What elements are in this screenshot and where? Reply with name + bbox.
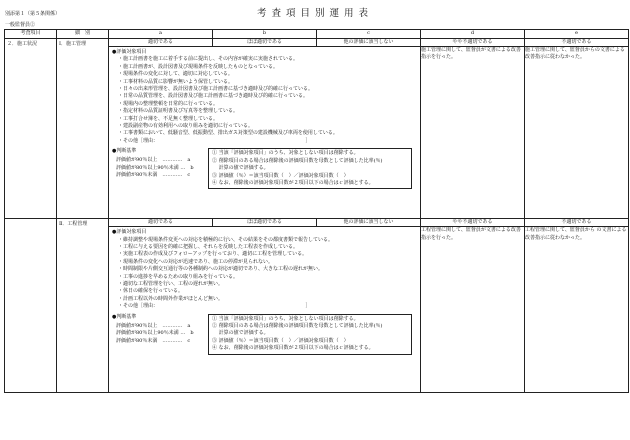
grade-d-text: 工程管理に関して、監督員が文書による改善指示を行った。 (421, 227, 525, 393)
criteria-line: 評価値が90％以上 ………… a (116, 157, 191, 164)
criteria-line: 評価値が90％以上 ………… a (116, 322, 191, 329)
note-line: ② 削除項目のある場合は削除後の評価項目数を母数として評価した比率(％) (212, 157, 383, 164)
note-line: ① 当該「評価対象項目」のうち、対象としない項目は削除する。 (212, 150, 359, 157)
list-item: ・施工計画書が、設計図書及び現場条件を反映したものとなっている。 (118, 63, 279, 70)
list-item: ・指定材料の品質証明書及び写真等を整理している。 (118, 108, 239, 115)
list-item: ・現場条件の変化への対応が迅速であり、施工の停滞が見られない。 (118, 258, 274, 265)
grade-label-a: 適切である (109, 219, 213, 227)
header-grade-c: c (317, 30, 421, 39)
grade-label-e: 不適切である (525, 219, 629, 227)
list-item: ・工事材料の品質に影響が無いよう保管している。 (118, 78, 234, 85)
form-number: 別添第１（第５条関係） (5, 11, 61, 17)
list-item: ・維持調整や現場条件変更への対応を積極的に行い、その結果をその都度書類で報告している。 (118, 236, 334, 243)
row-item: ２．施工状況 (5, 39, 57, 219)
grade-label-c: 他の評価に該当しない (317, 39, 421, 47)
note-line: ③ 評価値（％）＝該当項目数（ ）／評価対象項目数（ ） (212, 337, 349, 344)
grade-e-text: 工程管理に関して、監督員から の文書による改善指示に従わなかった。 (525, 227, 629, 393)
header-grade-a: a (109, 30, 213, 39)
grade-label-b: ほぼ適切である (213, 39, 317, 47)
list-item: ・実施工程表の作成及びフォローアップを行っており、適切に工程を管理している。 (118, 251, 308, 258)
grade-label-d: やや不適切である (421, 219, 525, 227)
criteria-cell (109, 47, 421, 219)
list-item: ・建設副産物の有効利用への取り組みを適切に行っている。 (118, 123, 254, 130)
grade-label-e: 不適切である (525, 39, 629, 47)
header-grade-d: d (421, 30, 525, 39)
section-title: ●評価対象項目 (112, 229, 147, 236)
evaluation-table (4, 29, 629, 393)
table-row (5, 39, 629, 47)
list-item: ・工事の進捗を早めるための取り組みを行っている。 (118, 273, 239, 280)
list-item: ・工事書類において、低騒音型、低振動型、排出ガス対策型の建設機械及び車両を使用している。 (118, 130, 338, 137)
list-item: ・現場内の整理整頓を日常的に行っている。 (118, 100, 219, 107)
document-subtitle: 一般監督員② (5, 22, 36, 28)
list-item: ・その他［理由： ］ (118, 137, 311, 144)
grade-label-c: 他の評価に該当しない (317, 219, 421, 227)
note-line: 計算の値で評価する。 (212, 165, 269, 172)
notes-box (208, 148, 412, 189)
criteria-line: 評価値が80％以上90％未満 … b (116, 330, 194, 337)
list-item: ・計画工程以外の時間外作業がほとんど無い。 (118, 295, 224, 302)
criteria-line: 評価値が80％以上90％未満 … b (116, 164, 194, 171)
grade-label-a: 適切である (109, 39, 213, 47)
note-line: 計算の値で評価する。 (212, 330, 269, 337)
criteria-title: ●判断基準 (112, 313, 137, 320)
table-header-row (5, 30, 629, 39)
grade-d-text: 施工管理に関して、監督員が文書による改善指示を行った。 (421, 47, 525, 219)
list-item: ・工事打合せ簿を、不足無く整理している。 (118, 115, 219, 122)
note-line: ② 削除項目のある場合は削除後の評価項目数を母数として評価した比率(％) (212, 323, 383, 330)
list-item: ・現場条件の変化に対して、適切に対応している。 (118, 71, 233, 78)
note-line: ③ 評価値（％）＝該当項目数（ ）／評価対象項目数（ ） (212, 172, 349, 179)
grade-e-text: 施工管理に関して、監督員からの文書による改善指示に従わなかった。 (525, 47, 629, 219)
list-item: ・工程に与える要因を的確に把握し、それらを反映した工程表を作成している。 (118, 244, 299, 251)
section-title: ●評価対象項目 (112, 49, 147, 56)
notes-box (208, 314, 412, 355)
row-detail: Ⅰ．施工管理 (57, 39, 109, 219)
grade-label-b: ほぼ適切である (213, 219, 317, 227)
list-item: ・施工計画書を施工に着手する前に提出し、その内容が確実に実施されている。 (118, 56, 299, 63)
note-line: ① 当該「評価対象項目」のうち、対象としない項目は削除する。 (212, 315, 359, 322)
document-title: 考査項目別運用表 (256, 8, 373, 19)
item-list (112, 237, 417, 311)
note-line: ④ なお、削除後の評価対象項目数が２項目以下の場合はｃ評価とする。 (212, 179, 374, 186)
header-detail: 細 別 (57, 30, 109, 39)
row-detail: Ⅱ．工程管理 (57, 219, 109, 393)
list-item: ・時間制限や片側交互通行等の各種制約への対応が適切であり、大きな工程の遅れが無い。 (118, 266, 324, 273)
list-item: ・日々の出来形管理を、設計図書及び施工計画書に基づき適時及び的確に行っている。 (118, 86, 314, 93)
criteria-cell (109, 227, 421, 393)
list-item: ・その他［理由： ］ (118, 303, 311, 310)
grade-label-d: やや不適切である (421, 39, 525, 47)
header-grade-b: b (213, 30, 317, 39)
header-grade-e: e (525, 30, 629, 39)
list-item: ・日常の品質管理を、設計図書及び施工計画書に基づき適時及び的確に行っている。 (118, 93, 309, 100)
list-item: ・適切な工程管理を行い、工程の遅れが無い。 (118, 281, 224, 288)
note-line: ④ なお、削除後の評価対象項目数が２項目以下の場合はｃ評価とする。 (212, 345, 374, 352)
item-list (112, 56, 417, 145)
list-item: ・休日の確保を行っている。 (118, 288, 184, 295)
header-item: 考査項目 (5, 30, 57, 39)
criteria-line: 評価値が80％未満 ………… c (116, 172, 191, 179)
row-item (5, 219, 57, 393)
criteria-title: ●判断基準 (112, 148, 137, 155)
criteria-line: 評価値が80％未満 ………… c (116, 337, 191, 344)
table-row (5, 219, 629, 227)
